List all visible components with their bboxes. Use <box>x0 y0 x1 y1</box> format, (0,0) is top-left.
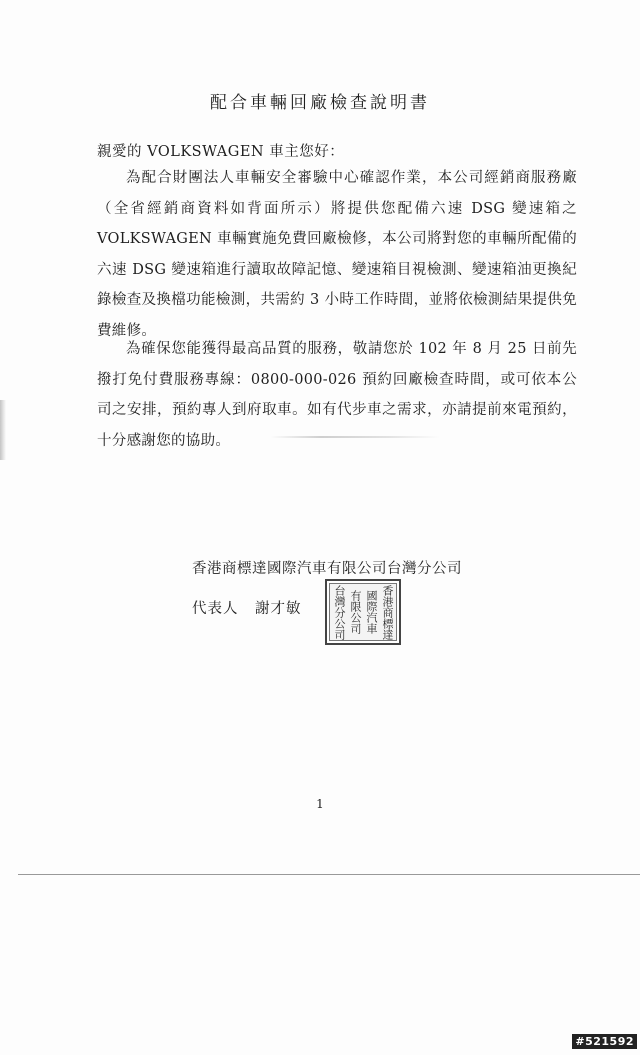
paragraph-inspection-details: 為配合財團法人車輛安全審驗中心確認作業，本公司經銷商服務廠（全省經銷商資料如背面所示）將提供您配備六速 DSG 變速箱之 VOLKSWAGEN 車輛實施免費回廠檢修，本公司將對您的車輛所配備的六速 DSG 變速箱進行讀取故障記憶、變速箱目視檢測、變速箱油更換紀錄檢查及換檔功能檢測，共需約 3 小時工作時間，並將依檢測結果提供免費維修。 <box>97 170 577 339</box>
scan-edge-shadow <box>0 400 6 460</box>
seal-text-column: 有限公司 <box>349 590 362 634</box>
company-seal-stamp <box>325 579 401 645</box>
representative-label: 代表人 <box>192 601 239 617</box>
scan-fold-line <box>18 874 640 875</box>
paragraph-appointment-info: 為確保您能獲得最高品質的服務，敬請您於 102 年 8 月 25 日前先撥打免付費服務專線：0800-000-026 預約回廠檢查時間，或可依本公司之安排，預約專人到府取車。如有代步車之需求，亦請提前來電預約，十分感謝您的協助。 <box>97 341 577 449</box>
seal-text-column: 國際汽車 <box>365 590 378 634</box>
seal-text-column: 台灣分公司 <box>333 584 346 640</box>
representative-name: 謝才敏 <box>255 601 302 617</box>
page-number: 1 <box>316 797 324 811</box>
seal-text-column: 香港商標達 <box>381 584 394 640</box>
image-id-watermark: #521592 <box>572 1034 637 1049</box>
company-name: 香港商標達國際汽車有限公司台灣分公司 <box>192 561 462 577</box>
document-title: 配合車輛回廠檢查說明書 <box>210 93 430 113</box>
greeting-line: 親愛的 VOLKSWAGEN 車主您好： <box>97 144 345 160</box>
scan-artifact-line <box>270 436 440 438</box>
